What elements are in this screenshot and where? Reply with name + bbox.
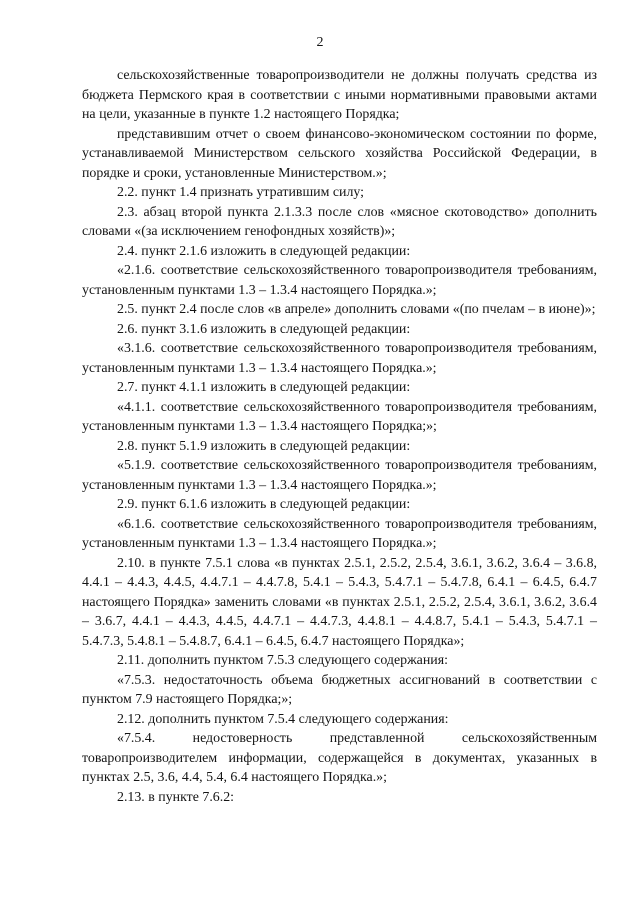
document-body [82,66,597,807]
page-number: 2 [316,35,324,50]
paragraph: «4.1.1. соответствие сельскохозяйственного товаропроизводителя требованиям, установленным пунктами 1.3 – 1.3.4 настоящего Порядка;»; [82,399,597,434]
paragraph: 2.6. пункт 3.1.6 изложить в следующей редакции: [117,321,411,337]
paragraph: 2.5. пункт 2.4 после слов «в апреле» дополнить словами «(по пчелам – в июне)»; [117,302,596,317]
paragraph: «6.1.6. соответствие сельскохозяйственного товаропроизводителя требованиям, установленным пунктами 1.3 – 1.3.4 настоящего Порядка.»; [82,516,597,551]
paragraph: «7.5.3. недостаточность объема бюджетных ассигнований в соответствии с пунктом 7.9 настоящего Порядка;»; [82,672,597,707]
paragraph: «3.1.6. соответствие сельскохозяйственного товаропроизводителя требованиям, установленным пунктами 1.3 – 1.3.4 настоящего Порядка.»; [82,341,597,376]
paragraph: 2.2. пункт 1.4 признать утратившим силу; [117,185,365,200]
paragraph: 2.4. пункт 2.1.6 изложить в следующей редакции: [117,243,411,259]
paragraph: представившим отчет о своем финансово-экономическом состоянии по форме, устанавливаемой Министерством сельского хозяйства Российской Федерации, в порядке и сроки, установленные Министерством.»; [82,126,597,181]
paragraph: 2.7. пункт 4.1.1 изложить в следующей редакции: [117,380,411,395]
paragraph: сельскохозяйственные товаропроизводители не должны получать средства из бюджета Пермского края в соответствии с иными нормативными правовыми актами на цели, указанные в пункте 1.2 настоящего Порядка; [82,68,597,122]
paragraph: 2.10. в пункте 7.5.1 слова «в пунктах 2.5.1, 2.5.2, 2.5.4, 3.6.1, 3.6.2, 3.6.4 – 3.6.8, 4.4.1 – 4.4.3, 4.4.5, 4.4.7.1 – 4.4.7.8, 5.4.1 – 5.4.3, 5.4.7.1 – 5.4.7.8, 6.4.1 – 6.4.5, 6.4.7 настоящего Порядка» заменить словами «в пунктах 2.5.1, 2.5.2, 2.5.4, 3.6.1, 3.6.2, 3.6.4 – 3.6.7, 4.4.1 – 4.4.3, 4.4.5, 4.4.7.1 – 4.4.7.3, 4.4.8.1 – 4.4.8.7, 5.4.1 – 5.4.3, 5.4.7.1 – 5.4.7.3, 5.4.8.1 – 5.4.8.7, 6.4.1 – 6.4.5, 6.4.7 настоящего Порядка»; [82,555,597,649]
paragraph: «5.1.9. соответствие сельскохозяйственного товаропроизводителя требованиям, установленным пунктами 1.3 – 1.3.4 настоящего Порядка.»; [82,458,597,493]
paragraph: 2.3. абзац второй пункта 2.1.3.3 после слов «мясное скотоводство» дополнить словами «(за исключением генофондных хозяйств)»; [82,204,597,239]
paragraph: 2.11. дополнить пунктом 7.5.3 следующего содержания: [117,653,448,668]
paragraph: 2.8. пункт 5.1.9 изложить в следующей редакции: [117,438,411,454]
paragraph: 2.12. дополнить пунктом 7.5.4 следующего содержания: [117,711,449,727]
paragraph: «2.1.6. соответствие сельскохозяйственного товаропроизводителя требованиям, установленным пунктами 1.3 – 1.3.4 настоящего Порядка.»; [82,263,597,298]
paragraph: «7.5.4. недостоверность представленной сельскохозяйственным товаропроизводителем информации, содержащейся в документах, указанных в пунктах 2.5, 3.6, 4.4, 5.4, 6.4 настоящего Порядка.»; [82,731,597,785]
paragraph: 2.13. в пункте 7.6.2: [117,789,235,805]
paragraph: 2.9. пункт 6.1.6 изложить в следующей редакции: [117,497,411,512]
